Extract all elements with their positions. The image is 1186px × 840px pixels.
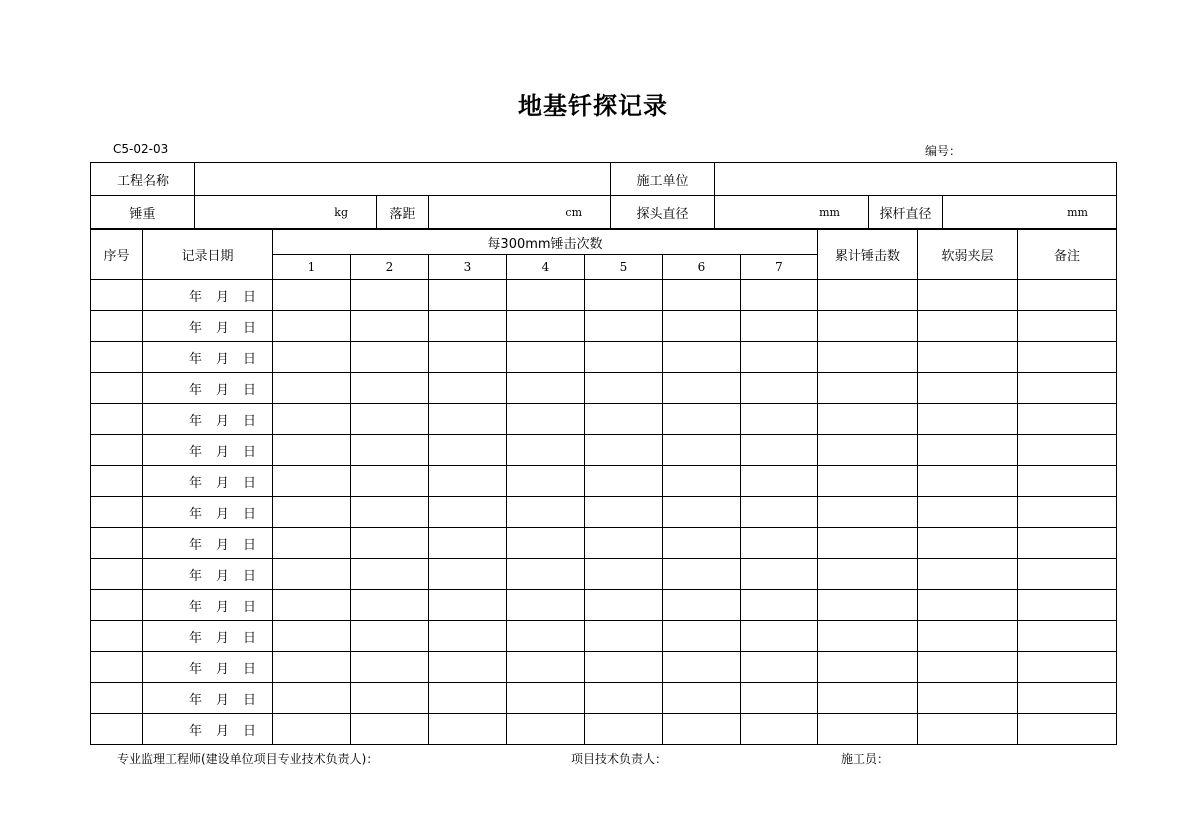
blow-count-cell[interactable] (663, 373, 741, 404)
date-month-label: 月 (216, 444, 230, 460)
date-month-label: 月 (216, 320, 230, 336)
date-year-label: 年 (189, 568, 203, 584)
date-day-label: 日 (243, 661, 257, 677)
date-day-label: 日 (243, 568, 257, 584)
blow-count-cell[interactable] (585, 590, 663, 621)
blow-count-cell[interactable] (273, 311, 351, 342)
date-day-label: 日 (243, 289, 257, 305)
cumulative-cell[interactable] (818, 497, 918, 528)
blow-count-cell[interactable] (663, 466, 741, 497)
remarks-cell[interactable] (1018, 497, 1117, 528)
blow-count-cell[interactable] (507, 683, 585, 714)
date-year-label: 年 (189, 630, 203, 646)
date-day-label: 日 (243, 320, 257, 336)
weak-layer-header: 软弱夹层 (918, 230, 1018, 280)
blow-count-cell[interactable] (507, 652, 585, 683)
blow-column-header: 1 (273, 255, 351, 280)
date-month-label: 月 (216, 692, 230, 708)
blow-count-cell[interactable] (351, 621, 429, 652)
drop-distance-field[interactable]: cm (429, 196, 611, 229)
rod-diameter-field[interactable]: mm (943, 196, 1117, 229)
weak-layer-cell[interactable] (918, 528, 1018, 559)
date-cell[interactable] (143, 590, 273, 621)
blow-count-cell[interactable] (273, 466, 351, 497)
blow-column-header: 3 (429, 255, 507, 280)
date-day-label: 日 (243, 413, 257, 429)
probe-diameter-field[interactable]: mm (715, 196, 869, 229)
blow-count-cell[interactable] (663, 311, 741, 342)
seq-cell[interactable] (91, 497, 143, 528)
form-code: C5-02-03 (113, 142, 169, 156)
blow-count-cell[interactable] (585, 559, 663, 590)
date-day-label: 日 (243, 382, 257, 398)
weak-layer-cell[interactable] (918, 621, 1018, 652)
seq-cell[interactable] (91, 466, 143, 497)
remarks-cell[interactable] (1018, 683, 1117, 714)
remarks-cell[interactable] (1018, 435, 1117, 466)
blow-count-cell[interactable] (585, 714, 663, 745)
blow-count-cell[interactable] (663, 559, 741, 590)
blow-count-cell[interactable] (741, 652, 818, 683)
seq-header: 序号 (91, 230, 143, 280)
blow-count-cell[interactable] (663, 590, 741, 621)
date-month-label: 月 (216, 506, 230, 522)
weak-layer-cell[interactable] (918, 714, 1018, 745)
date-cell[interactable] (143, 714, 273, 745)
weak-layer-cell[interactable] (918, 373, 1018, 404)
weak-layer-cell[interactable] (918, 652, 1018, 683)
blow-column-header: 6 (663, 255, 741, 280)
date-month-label: 月 (216, 289, 230, 305)
blow-count-cell[interactable] (585, 497, 663, 528)
rod-diameter-label: 探杆直径 (869, 196, 943, 229)
blow-count-cell[interactable] (741, 683, 818, 714)
date-year-label: 年 (189, 661, 203, 677)
blow-count-cell[interactable] (429, 683, 507, 714)
cumulative-cell[interactable] (818, 404, 918, 435)
blow-count-cell[interactable] (741, 714, 818, 745)
blow-count-cell[interactable] (741, 466, 818, 497)
blow-count-cell[interactable] (351, 652, 429, 683)
date-day-label: 日 (243, 506, 257, 522)
blow-count-cell[interactable] (273, 280, 351, 311)
seq-cell[interactable] (91, 373, 143, 404)
blow-count-cell[interactable] (663, 342, 741, 373)
table-row (91, 590, 1117, 621)
blow-count-cell[interactable] (429, 311, 507, 342)
blow-count-cell[interactable] (507, 404, 585, 435)
weak-layer-cell[interactable] (918, 559, 1018, 590)
constructor-signature-label: 施工员： (841, 752, 890, 766)
date-day-label: 日 (243, 630, 257, 646)
weak-layer-cell[interactable] (918, 404, 1018, 435)
date-cell[interactable] (143, 559, 273, 590)
seq-cell[interactable] (91, 559, 143, 590)
blow-count-cell[interactable] (429, 528, 507, 559)
blow-count-cell[interactable] (585, 528, 663, 559)
blow-count-cell[interactable] (273, 683, 351, 714)
blow-count-cell[interactable] (741, 404, 818, 435)
hammer-weight-field[interactable]: kg (195, 196, 377, 229)
blow-count-cell[interactable] (351, 342, 429, 373)
date-month-label: 月 (216, 351, 230, 367)
blow-count-cell[interactable] (429, 652, 507, 683)
date-year-label: 年 (189, 599, 203, 615)
remarks-cell[interactable] (1018, 342, 1117, 373)
cumulative-cell[interactable] (818, 373, 918, 404)
blow-count-cell[interactable] (585, 280, 663, 311)
blow-count-cell[interactable] (741, 590, 818, 621)
blow-count-cell[interactable] (507, 280, 585, 311)
weak-layer-cell[interactable] (918, 342, 1018, 373)
date-year-label: 年 (189, 692, 203, 708)
weak-layer-cell[interactable] (918, 466, 1018, 497)
date-month-label: 月 (216, 382, 230, 398)
seq-cell[interactable] (91, 683, 143, 714)
table-row (91, 404, 1117, 435)
weak-layer-cell[interactable] (918, 280, 1018, 311)
blow-count-cell[interactable] (507, 466, 585, 497)
blow-count-cell[interactable] (351, 280, 429, 311)
blow-count-cell[interactable] (273, 590, 351, 621)
date-year-label: 年 (189, 289, 203, 305)
blow-column-header: 4 (507, 255, 585, 280)
blow-count-cell[interactable] (663, 497, 741, 528)
seq-cell[interactable] (91, 404, 143, 435)
project-info-table (90, 162, 1117, 229)
date-year-label: 年 (189, 506, 203, 522)
blow-count-cell[interactable] (585, 311, 663, 342)
cumulative-cell[interactable] (818, 714, 918, 745)
seq-cell[interactable] (91, 590, 143, 621)
blow-count-cell[interactable] (663, 683, 741, 714)
date-month-label: 月 (216, 475, 230, 491)
date-day-label: 日 (243, 599, 257, 615)
blow-count-cell[interactable] (507, 342, 585, 373)
blow-count-cell[interactable] (507, 714, 585, 745)
blow-count-cell[interactable] (507, 435, 585, 466)
blow-count-cell[interactable] (429, 404, 507, 435)
date-year-label: 年 (189, 475, 203, 491)
date-year-label: 年 (189, 320, 203, 336)
cumulative-cell[interactable] (818, 466, 918, 497)
blow-count-cell[interactable] (585, 342, 663, 373)
blow-count-cell[interactable] (507, 373, 585, 404)
drop-distance-label: 落距 (377, 196, 429, 229)
blow-count-cell[interactable] (273, 714, 351, 745)
remarks-header: 备注 (1018, 230, 1117, 280)
date-cell[interactable] (143, 280, 273, 311)
blow-count-cell[interactable] (741, 435, 818, 466)
blow-count-cell[interactable] (663, 435, 741, 466)
cumulative-cell[interactable] (818, 621, 918, 652)
blow-count-cell[interactable] (663, 652, 741, 683)
date-cell[interactable] (143, 342, 273, 373)
date-year-label: 年 (189, 382, 203, 398)
table-row (91, 280, 1117, 311)
table-row (91, 714, 1117, 745)
date-month-label: 月 (216, 413, 230, 429)
date-day-label: 日 (243, 537, 257, 553)
blow-count-cell[interactable] (429, 590, 507, 621)
project-name-label: 工程名称 (91, 163, 195, 196)
table-row (91, 683, 1117, 714)
supervisor-signature-label: 专业监理工程师(建设单位项目专业技术负责人)： (117, 752, 379, 766)
table-row (91, 559, 1117, 590)
date-cell[interactable] (143, 373, 273, 404)
date-cell[interactable] (143, 683, 273, 714)
date-year-label: 年 (189, 444, 203, 460)
blow-count-cell[interactable] (507, 528, 585, 559)
blow-count-cell[interactable] (663, 621, 741, 652)
table-row (91, 435, 1117, 466)
weak-layer-cell[interactable] (918, 435, 1018, 466)
blow-count-cell[interactable] (351, 559, 429, 590)
blow-count-cell[interactable] (507, 497, 585, 528)
blow-count-cell[interactable] (663, 280, 741, 311)
blow-count-cell[interactable] (351, 404, 429, 435)
construction-unit-field[interactable] (715, 163, 1117, 196)
date-cell[interactable] (143, 435, 273, 466)
serial-number-label: 编号： (925, 144, 962, 158)
seq-cell[interactable] (91, 652, 143, 683)
blow-count-cell[interactable] (351, 590, 429, 621)
table-row (91, 621, 1117, 652)
cumulative-cell[interactable] (818, 435, 918, 466)
blow-count-cell[interactable] (663, 714, 741, 745)
date-cell[interactable] (143, 311, 273, 342)
seq-cell[interactable] (91, 528, 143, 559)
blow-count-cell[interactable] (585, 683, 663, 714)
cumulative-cell[interactable] (818, 528, 918, 559)
blow-count-cell[interactable] (429, 435, 507, 466)
date-header: 记录日期 (143, 230, 273, 280)
blow-count-cell[interactable] (585, 435, 663, 466)
date-cell[interactable] (143, 404, 273, 435)
weak-layer-cell[interactable] (918, 497, 1018, 528)
date-day-label: 日 (243, 723, 257, 739)
blow-count-cell[interactable] (429, 373, 507, 404)
date-month-label: 月 (216, 630, 230, 646)
weak-layer-cell[interactable] (918, 683, 1018, 714)
seq-cell[interactable] (91, 714, 143, 745)
table-row (91, 528, 1117, 559)
date-day-label: 日 (243, 692, 257, 708)
probe-diameter-label: 探头直径 (611, 196, 715, 229)
remarks-cell[interactable] (1018, 280, 1117, 311)
blow-count-cell[interactable] (351, 528, 429, 559)
blow-count-cell[interactable] (741, 559, 818, 590)
blow-count-cell[interactable] (507, 590, 585, 621)
blow-count-cell[interactable] (273, 342, 351, 373)
blow-column-header: 7 (741, 255, 818, 280)
blow-count-cell[interactable] (663, 528, 741, 559)
blow-column-header: 5 (585, 255, 663, 280)
blow-count-cell[interactable] (429, 559, 507, 590)
cumulative-cell[interactable] (818, 590, 918, 621)
blow-count-cell[interactable] (507, 621, 585, 652)
blow-count-cell[interactable] (429, 714, 507, 745)
date-month-label: 月 (216, 599, 230, 615)
table-row (91, 497, 1117, 528)
blow-count-cell[interactable] (351, 683, 429, 714)
blow-count-cell[interactable] (507, 311, 585, 342)
tech-lead-signature-label: 项目技术负责人： (571, 752, 668, 766)
blow-count-cell[interactable] (741, 528, 818, 559)
seq-cell[interactable] (91, 621, 143, 652)
date-cell[interactable] (143, 528, 273, 559)
blow-count-cell[interactable] (507, 559, 585, 590)
remarks-cell[interactable] (1018, 621, 1117, 652)
remarks-cell[interactable] (1018, 466, 1117, 497)
page-title: 地基钎探记录 (518, 92, 668, 120)
date-cell[interactable] (143, 466, 273, 497)
cumulative-header: 累计锤击数 (818, 230, 918, 280)
blow-count-cell[interactable] (585, 404, 663, 435)
remarks-cell[interactable] (1018, 714, 1117, 745)
blow-count-cell[interactable] (585, 466, 663, 497)
blow-count-cell[interactable] (585, 621, 663, 652)
table-row (91, 342, 1117, 373)
seq-cell[interactable] (91, 311, 143, 342)
date-day-label: 日 (243, 475, 257, 491)
date-month-label: 月 (216, 661, 230, 677)
table-row (91, 311, 1117, 342)
blow-count-cell[interactable] (429, 280, 507, 311)
date-month-label: 月 (216, 537, 230, 553)
blow-count-cell[interactable] (741, 342, 818, 373)
date-month-label: 月 (216, 568, 230, 584)
blow-count-cell[interactable] (429, 497, 507, 528)
cumulative-cell[interactable] (818, 311, 918, 342)
remarks-cell[interactable] (1018, 559, 1117, 590)
blow-count-cell[interactable] (741, 373, 818, 404)
blow-count-cell[interactable] (273, 404, 351, 435)
blow-count-cell[interactable] (741, 311, 818, 342)
table-row (91, 373, 1117, 404)
blow-count-cell[interactable] (429, 621, 507, 652)
blow-count-cell[interactable] (429, 342, 507, 373)
blow-count-cell[interactable] (273, 528, 351, 559)
blow-count-cell[interactable] (741, 621, 818, 652)
project-name-field[interactable] (195, 163, 611, 196)
date-year-label: 年 (189, 537, 203, 553)
remarks-cell[interactable] (1018, 311, 1117, 342)
blow-count-cell[interactable] (585, 373, 663, 404)
remarks-cell[interactable] (1018, 528, 1117, 559)
blow-count-cell[interactable] (273, 497, 351, 528)
date-year-label: 年 (189, 413, 203, 429)
hammer-weight-label: 锤重 (91, 196, 195, 229)
date-cell[interactable] (143, 652, 273, 683)
blow-count-cell[interactable] (273, 559, 351, 590)
remarks-cell[interactable] (1018, 652, 1117, 683)
date-cell[interactable] (143, 621, 273, 652)
weak-layer-cell[interactable] (918, 311, 1018, 342)
blow-count-cell[interactable] (351, 466, 429, 497)
remarks-cell[interactable] (1018, 404, 1117, 435)
cumulative-cell[interactable] (818, 559, 918, 590)
seq-cell[interactable] (91, 435, 143, 466)
blows-group-header: 每300mm锤击次数 (273, 230, 818, 255)
remarks-cell[interactable] (1018, 373, 1117, 404)
blow-count-cell[interactable] (741, 280, 818, 311)
blow-count-cell[interactable] (351, 311, 429, 342)
seq-cell[interactable] (91, 280, 143, 311)
date-day-label: 日 (243, 444, 257, 460)
blow-count-cell[interactable] (429, 466, 507, 497)
table-row (91, 466, 1117, 497)
blow-count-cell[interactable] (585, 652, 663, 683)
cumulative-cell[interactable] (818, 342, 918, 373)
blow-count-cell[interactable] (351, 373, 429, 404)
blow-count-cell[interactable] (273, 435, 351, 466)
remarks-cell[interactable] (1018, 590, 1117, 621)
blow-count-cell[interactable] (351, 435, 429, 466)
weak-layer-cell[interactable] (918, 590, 1018, 621)
date-year-label: 年 (189, 723, 203, 739)
table-row (91, 652, 1117, 683)
probe-log-table (90, 229, 1117, 745)
blow-count-cell[interactable] (663, 404, 741, 435)
blow-count-cell[interactable] (741, 497, 818, 528)
blow-count-cell[interactable] (273, 652, 351, 683)
construction-unit-label: 施工单位 (611, 163, 715, 196)
date-cell[interactable] (143, 497, 273, 528)
cumulative-cell[interactable] (818, 652, 918, 683)
blow-count-cell[interactable] (351, 497, 429, 528)
date-month-label: 月 (216, 723, 230, 739)
blow-count-cell[interactable] (273, 621, 351, 652)
cumulative-cell[interactable] (818, 683, 918, 714)
date-year-label: 年 (189, 351, 203, 367)
seq-cell[interactable] (91, 342, 143, 373)
blow-count-cell[interactable] (351, 714, 429, 745)
cumulative-cell[interactable] (818, 280, 918, 311)
blow-count-cell[interactable] (273, 373, 351, 404)
blow-column-header: 2 (351, 255, 429, 280)
date-day-label: 日 (243, 351, 257, 367)
